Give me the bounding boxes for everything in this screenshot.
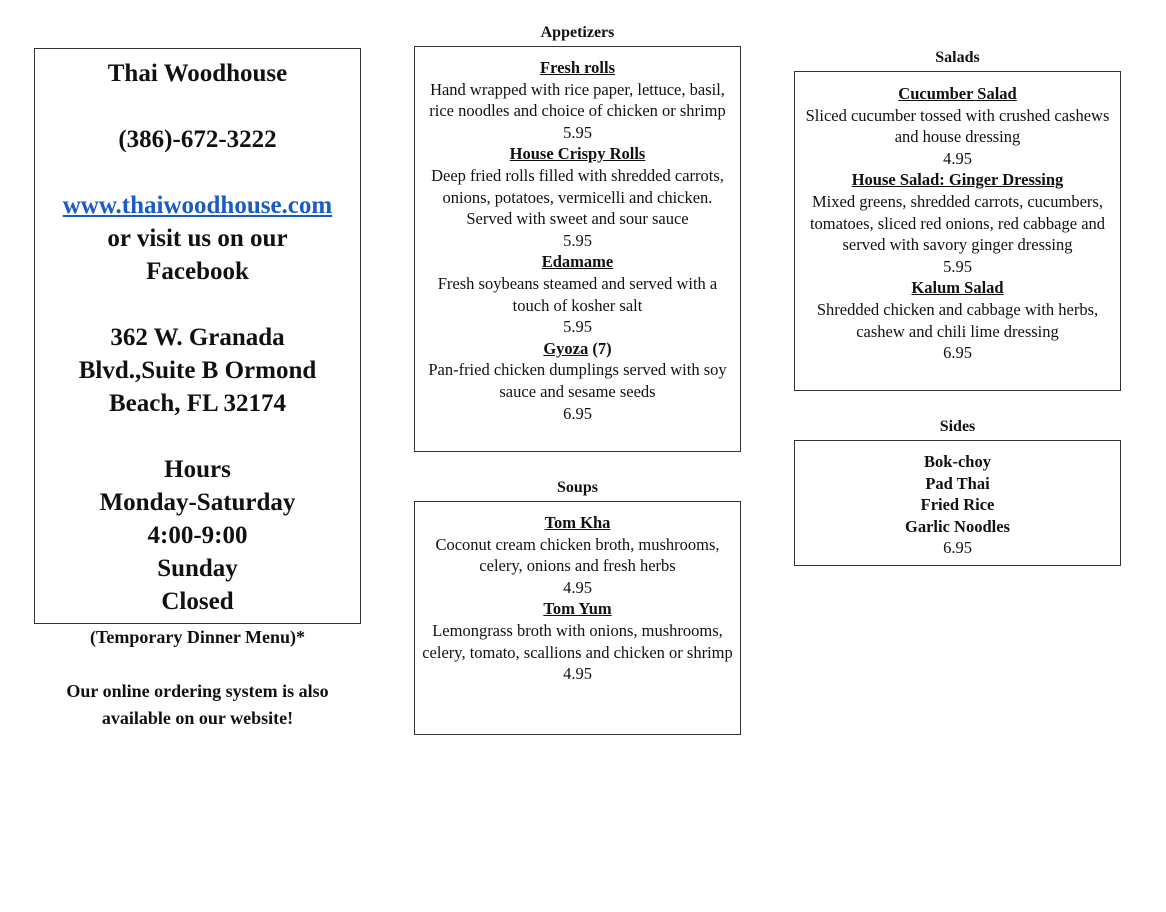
appetizers-section: [414, 46, 741, 452]
item-description: Lemongrass broth with onions, mushrooms, celery, tomato, scallions and chicken or shrimp: [422, 620, 733, 662]
item-name: Kalum Salad: [911, 278, 1004, 298]
item-description: Mixed greens, shredded carrots, cucumbers, tomatoes, sliced red onions, red cabbage and served with savory ginger dressing: [809, 191, 1106, 255]
item-name: Gyoza: [543, 338, 589, 358]
item-price: 6.95: [943, 343, 972, 363]
website-line: [35, 189, 360, 222]
item-price: 5.95: [563, 230, 592, 250]
menu-item-house-salad: [801, 169, 1114, 277]
online-note-line-1: Our online ordering system is also: [66, 681, 329, 701]
item-name-row: [421, 338, 734, 360]
menu-item-fresh-rolls: [421, 57, 734, 143]
salads-heading: Salads: [935, 49, 980, 66]
restaurant-info-panel: [34, 48, 361, 624]
side-item: Fried Rice: [920, 495, 995, 515]
item-price: 6.95: [563, 403, 592, 423]
online-note-line-2: available on our website!: [101, 708, 294, 728]
item-price: 5.95: [563, 122, 592, 142]
menu-item-edamame: [421, 251, 734, 337]
item-quantity: (7): [588, 338, 612, 358]
sides-heading: Sides: [939, 418, 976, 435]
menu-item-kalum-salad: [801, 277, 1114, 363]
item-price: 5.95: [563, 317, 592, 337]
item-description: Fresh soybeans steamed and served with a touch of kosher salt: [437, 273, 718, 315]
appetizers-heading: Appetizers: [540, 24, 615, 41]
item-price: 5.95: [943, 256, 972, 276]
soups-section: [414, 501, 741, 735]
item-price: 4.95: [563, 577, 592, 597]
item-name: Cucumber Salad: [898, 84, 1017, 103]
item-description: Pan-fried chicken dumplings served with soy sauce and sesame seeds: [428, 360, 727, 401]
visit-line-1: or visit us on our: [107, 225, 288, 252]
item-name: Tom Yum: [543, 599, 612, 619]
item-price: 4.95: [943, 148, 972, 168]
menu-item-cucumber-salad: [801, 83, 1114, 169]
sunday-label: Sunday: [157, 555, 238, 582]
item-description: Sliced cucumber tossed with crushed cashews and house dressing: [805, 105, 1110, 147]
item-description: Hand wrapped with rice paper, lettuce, basil, rice noodles and choice of chicken or shrimp: [429, 79, 726, 121]
item-name: House Crispy Rolls: [509, 144, 646, 164]
online-ordering-note: [34, 678, 361, 732]
address-line-1: 362 W. Granada: [110, 324, 285, 351]
menu-item-tom-kha: [421, 512, 734, 598]
item-name: Edamame: [541, 252, 614, 272]
sides-price: 6.95: [943, 538, 972, 558]
hours-title: Hours: [164, 456, 231, 483]
side-item: Bok-choy: [924, 452, 991, 471]
temporary-menu-note: (Temporary Dinner Menu)*: [90, 627, 305, 647]
phone-number: (386)-672-3222: [118, 126, 277, 153]
address-line-3: Beach, FL 32174: [108, 390, 287, 417]
item-description: Shredded chicken and cabbage with herbs, cashew and chili lime dressing: [816, 299, 1099, 341]
sunday-hours: Closed: [161, 588, 234, 615]
side-item: Pad Thai: [925, 473, 990, 493]
item-name: House Salad: Ginger Dressing: [851, 170, 1064, 190]
side-item: Garlic Noodles: [905, 516, 1010, 536]
soups-heading: Soups: [557, 479, 598, 496]
menu-item-house-crispy-rolls: [421, 143, 734, 251]
item-description: Deep fried rolls filled with shredded carrots, onions, potatoes, vermicelli and chicken. Served with sweet and sour sauce: [431, 165, 724, 229]
item-name: Tom Kha: [544, 513, 611, 532]
restaurant-name: Thai Woodhouse: [107, 60, 288, 87]
item-description: Coconut cream chicken broth, mushrooms, celery, onions and fresh herbs: [435, 534, 720, 576]
weekday-label: Monday-Saturday: [99, 489, 296, 516]
visit-line-2: Facebook: [146, 258, 249, 285]
menu-item-gyoza: [421, 338, 734, 424]
item-price: 4.95: [563, 664, 592, 684]
menu-item-tom-yum: [421, 598, 734, 684]
website-link[interactable]: www.thaiwoodhouse.com: [62, 192, 333, 219]
weekday-hours: 4:00-9:00: [147, 522, 248, 549]
sides-section: [794, 440, 1121, 566]
salads-section: [794, 71, 1121, 391]
address-line-2: Blvd.,Suite B Ormond: [78, 357, 317, 384]
item-name: Fresh rolls: [539, 58, 615, 77]
